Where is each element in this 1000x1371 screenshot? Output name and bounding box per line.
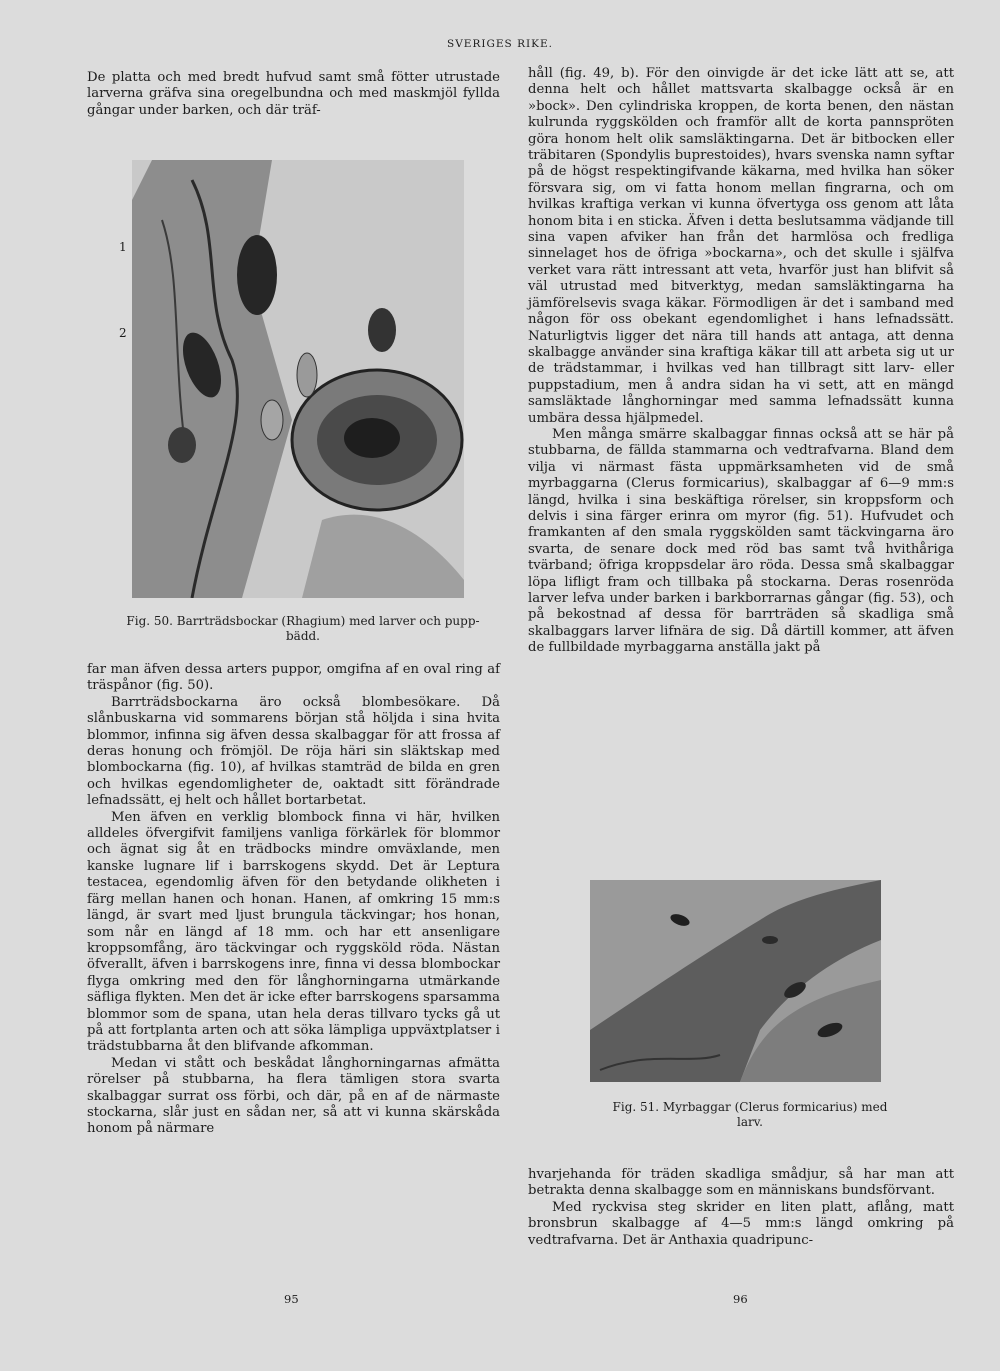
figure-51-illustration: [590, 880, 881, 1082]
left-column-top: [87, 70, 500, 119]
left-column-bottom: [87, 662, 500, 1138]
figure-label-2: 2: [119, 326, 127, 340]
paragraph: De platta och med bredt hufvud samt små fötter utrustade larverna gräfva sina oregelbundna och med maskmjöl fyllda gångar under barken, och där träf-: [87, 70, 500, 118]
paragraph: far man äfven dessa arters puppor, omgifna af en oval ring af träspånor (fig. 50).: [87, 662, 500, 694]
figure-label-1: 1: [119, 240, 127, 254]
figure-51-caption: Fig. 51. Myrbaggar (Clerus formicarius) med larv.: [612, 1100, 888, 1129]
paragraph: Barrträdsbockarna äro också blombesökare. Då slånbuskarna vid sommarens början stå höljda i sina hvita blommor, infinna sig äfven dessa skalbaggar för att frossa af deras honung och frömjöl. De röja häri sin släktskap med blombockarna (fig. 10), af hvilkas stamträd de bilda en gren och hvilkas egendomligheter de, oaktadt sitt förändrade lefnadssätt, ej helt och hållet bortarbetat.: [87, 694, 500, 809]
figure-50-caption: Fig. 50. Barrträdsbockar (Rhagium) med larver och pupp-bädd.: [126, 614, 480, 643]
paragraph: hvarjehanda för träden skadliga smådjur, så har man att betrakta denna skalbagge som en människans bundsförvant.: [528, 1167, 954, 1199]
right-column-top: [528, 66, 954, 657]
figure-50-illustration: [132, 160, 464, 598]
page-number-right: 96: [733, 1292, 748, 1306]
paragraph: Men många smärre skalbaggar finnas också att se här på stubbarna, de fällda stammarna och vedtrafvarna. Bland dem vilja vi närmast fästa uppmärksamheten vid de små myrbaggarna (Clerus formicarius), skalbaggar af 6—9 mm:s längd, hvilka i sina beskäftiga rörelser, sin kroppsform och delvis i sina färger erinra om myror (fig. 51). Hufvudet och framkanten af den smala ryggskölden samt täckvingarna äro svarta, de senare dock med röd bas samt två hvithåriga tvärband; öfriga kroppsdelar äro röda. Dessa små skalbaggar löpa lifligt fram och tillbaka på stockarna. Deras rosenröda larver lefva under barken i barkborrarnas gångar (fig. 53), och på bekostnad af dessa för barrträden så skadliga små skalbaggars larver lifnära de sig. Då därtill kommer, att äfven de fullbildade myrbaggarna anställa jakt på: [528, 426, 954, 656]
running-header: SVERIGES RIKE.: [447, 38, 553, 50]
paragraph: Men äfven en verklig blombock finna vi här, hvilken alldeles öfvergifvit familjens vanliga förkärlek för blommor och ägnat sig åt en trädbocks mindre omväxlande, men kanske lugnare lif i barrskogens skydd. Det är Leptura testacea, egendomlig äfven för den betydande olikheten i färg mellan hanen och honan. Hanen, af omkring 15 mm:s längd, är svart med ljust brungula täckvingar; hos honan, som når en längd af 18 mm. och har ett ansenligare kroppsomfång, äro täckvingar och ryggsköld röda. Nästan öfverallt, äfven i barrskogens inre, finna vi dessa blombockar flyga omkring med den för långhorningarna utmärkande säfliga flykten. Men det är icke efter barrskogens sparsamma blommor som de spana, utan hela deras tillvaro tycks gå ut på att fortplanta arten och att söka lämpliga uppväxtplatser i trädstubbarna åt den blifvande afkomman.: [87, 809, 500, 1055]
paragraph: Medan vi stått och beskådat långhorningarnas afmätta rörelser på stubbarna, ha flera tämligen stora svarta skalbaggar surrat oss förbi, och där, på en af de närmaste stockarna, slår just en sådan ner, så att vi kunna skärskåda honom på närmare: [87, 1055, 500, 1137]
right-column-bottom: [528, 1167, 954, 1249]
page-number-left: 95: [284, 1292, 299, 1306]
paragraph: Med ryckvisa steg skrider en liten platt, aflång, matt bronsbrun skalbagge af 4—5 mm:s längd omkring på vedtrafvarna. Det är Anthaxia quadripunc-: [528, 1199, 954, 1248]
paragraph: håll (fig. 49, b). För den oinvigde är det icke lätt att se, att denna helt och hållet mattsvarta skalbagge också är en »bock». Den cylindriska kroppen, de korta benen, den nästan kulrunda ryggskölden och framför allt de korta pannspröten göra honom helt olik samsläktingarna. Det är bitbocken eller träbitaren (Spondylis buprestoides), hvars svenska namn syftar på de högst respektingifvande käkarna, med hvilka han söker försvara sig, om vi fatta honom mellan fingrarna, och om hvilkas kraftiga verkan vi kunna öfvertyga oss genom att låta honom bita i en sticka. Äfven i detta beslutsamma vädjande till sina vapen afviker han från det harmlösa och fredliga sinnelaget hos de öfriga »bockarna», och det skulle i själfva verket vara rätt intressant att veta, hvarför just han blifvit så väl utrustad med bitverktyg, medan samsläktingarna ha jämförelsevis svaga käkar. Förmodligen är det i samband med någon för oss obekant egendomlighet i hans lefnadssätt. Naturligtvis ligger det nära till hands att antaga, att denna skalbagge använder sina kraftiga käkar till att arbeta sig ut ur de trädstammar, i hvilkas ved han tillbragt sitt larv- eller puppstadium, men å andra sidan ha vi sett, att en mängd samsläktade långhorningar med samma lefnadssätt kunna umbära dessa hjälpmedel.: [528, 66, 954, 426]
